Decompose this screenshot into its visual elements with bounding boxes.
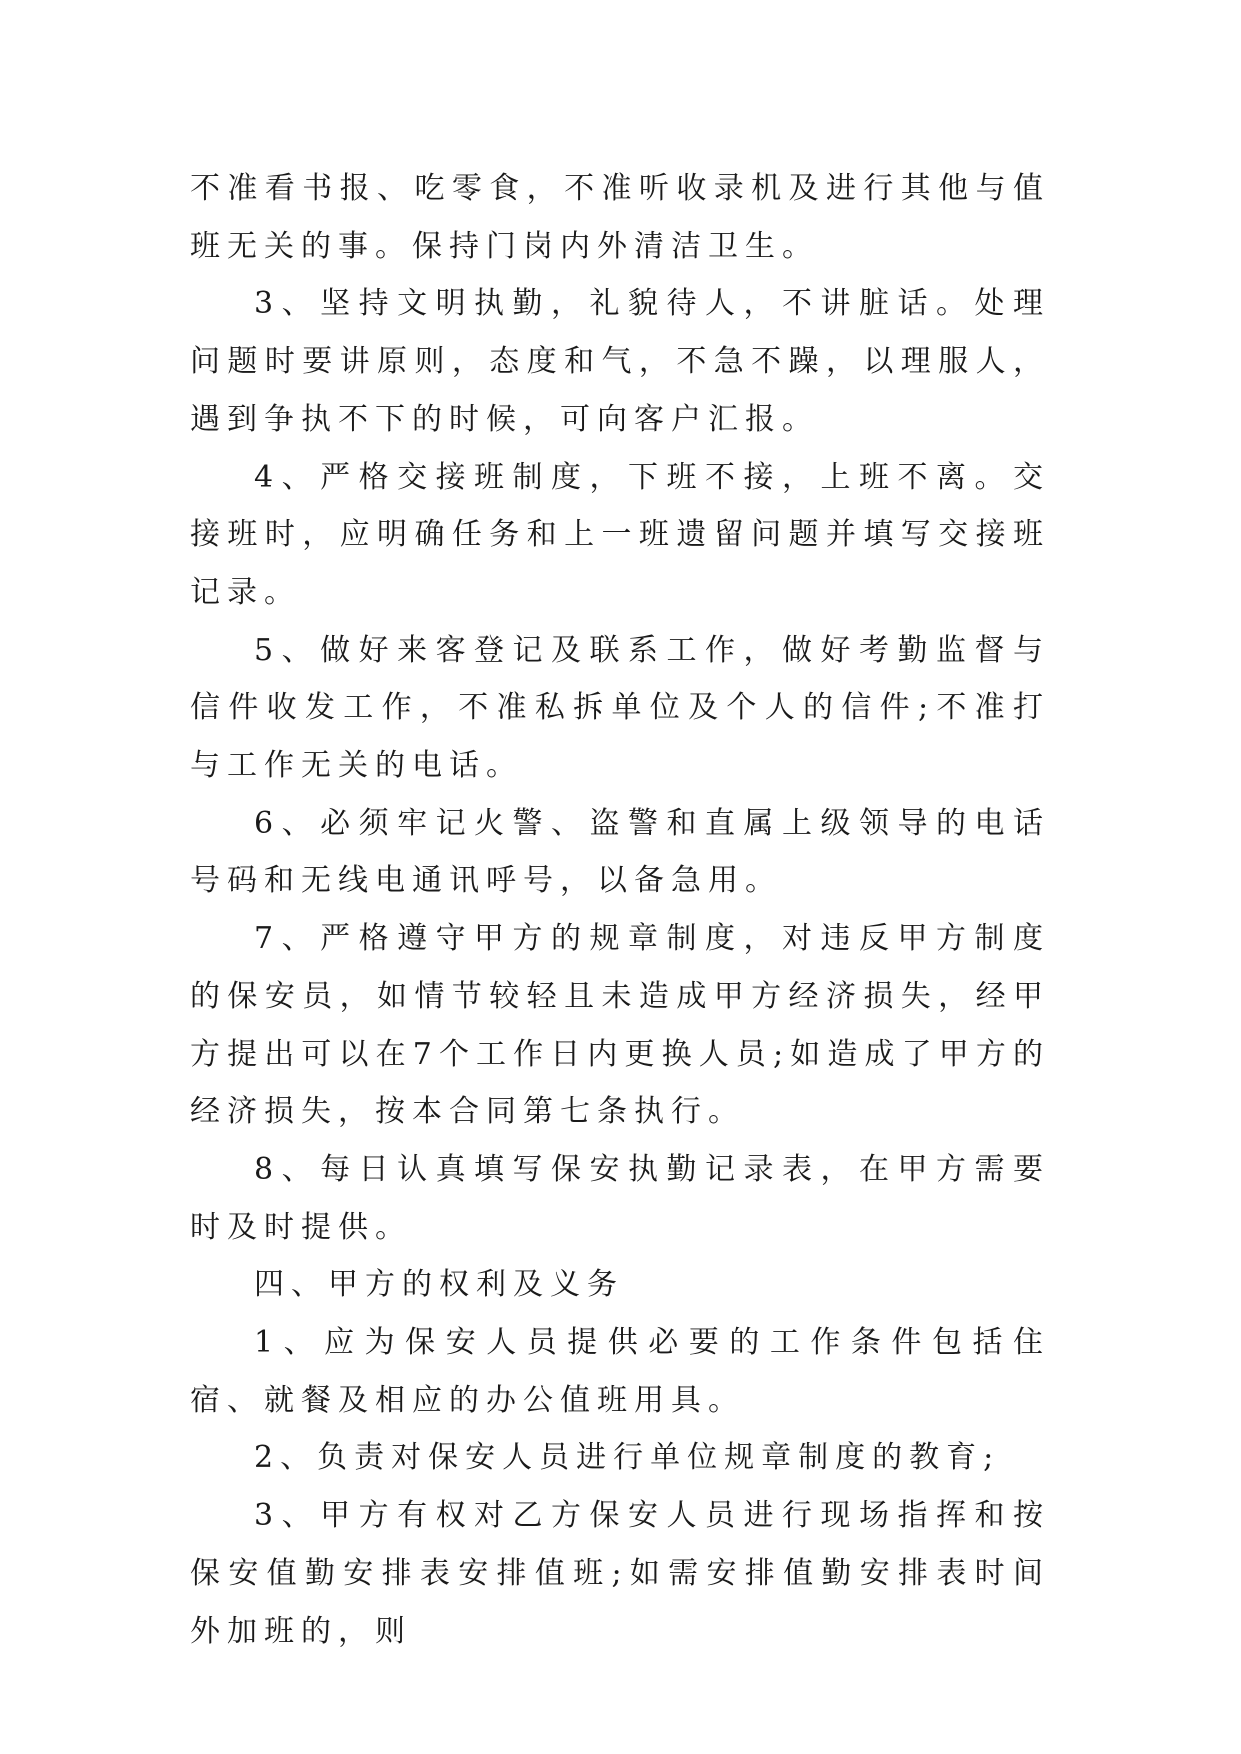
paragraph-10: 3、甲方有权对乙方保安人员进行现场指挥和按保安值勤安排表安排值班;如需安排值勤安排表时间外加班的，则: [190, 1498, 1050, 1649]
paragraph-4: 5、做好来客登记及联系工作，做好考勤监督与信件收发工作，不准私拆单位及个人的信件;不准打与工作无关的电话。: [190, 632, 1050, 784]
paragraph-9: 2、负责对保安人员进行单位规章制度的教育;: [254, 1440, 1001, 1476]
paragraph-6: 7、严格遵守甲方的规章制度，对违反甲方制度的保安员，如情节较轻且未造成甲方经济损失，经甲方提出可以在7个工作日内更换人员;如造成了甲方的经济损失，按本合同第七条执行。: [190, 921, 1050, 1130]
paragraph-3: 4、严格交接班制度，下班不接，上班不离。交接班时，应明确任务和上一班遗留问题并填写交接班记录。: [190, 459, 1050, 610]
paragraph-7: 8、每日认真填写保安执勤记录表，在甲方需要时及时提供。: [190, 1151, 1050, 1245]
section-heading: 四、甲方的权利及义务: [254, 1267, 624, 1303]
paragraph-8: 1、应为保安人员提供必要的工作条件包括住宿、就餐及相应的办公值班用具。: [190, 1325, 1050, 1418]
document-body: [190, 160, 1050, 1660]
paragraph-5: 6、必须牢记火警、盗警和直属上级领导的电话号码和无线电通讯呼号，以备急用。: [190, 805, 1050, 899]
paragraph-2: 3、坚持文明执勤，礼貌待人，不讲脏话。处理问题时要讲原则，态度和气，不急不躁，以理服人，遇到争执不下的时候，可向客户汇报。: [190, 286, 1050, 437]
paragraph-1: 不准看书报、吃零食，不准听收录机及进行其他与值班无关的事。保持门岗内外清洁卫生。: [190, 171, 1050, 264]
